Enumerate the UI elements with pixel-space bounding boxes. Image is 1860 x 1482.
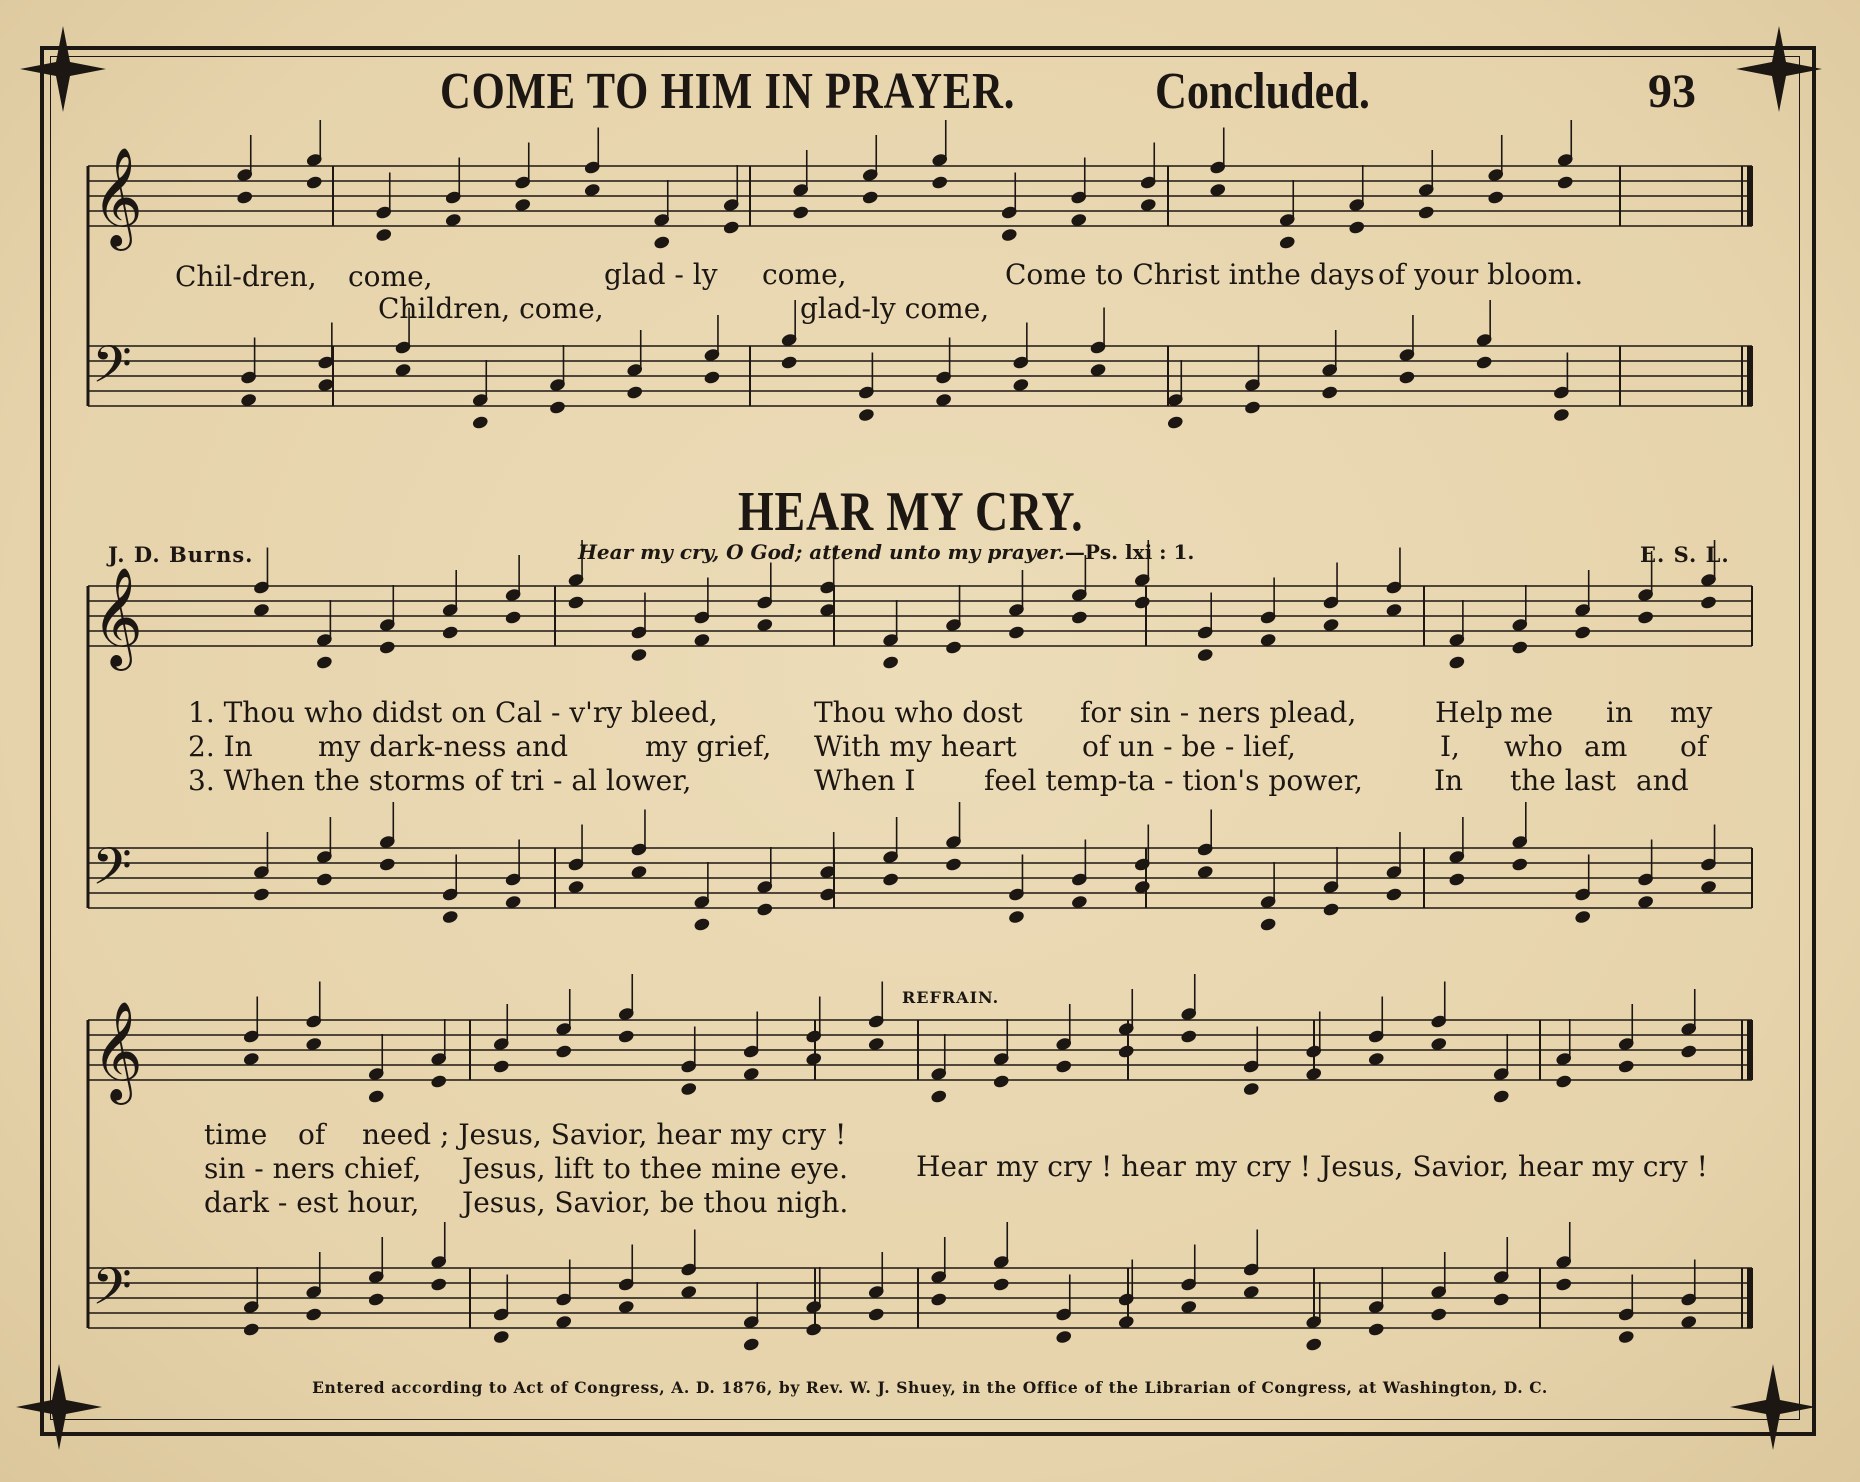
note-head [1368,1322,1385,1336]
verse3-lyric: 3. When the storms of tri - al lower, [188,764,692,797]
note-head [743,1337,760,1351]
note-head [1180,1029,1197,1043]
note-head [1134,595,1151,609]
hymn1-subtitle: Concluded. [1155,63,1370,120]
verse2-lyric: With my heart [814,730,1017,763]
note-head [1279,235,1296,249]
note-head [882,872,899,886]
note-head [723,220,740,234]
verse3-lyric: the last [1510,764,1617,797]
note-head [493,1059,510,1073]
note-head [1430,1307,1447,1321]
verse1-lyric: in [1606,696,1633,729]
verse1-lyric: for sin - ners plead, [1080,696,1357,729]
verse1-lyric: time [204,1118,268,1151]
note-head [930,1089,947,1103]
note-head [1055,1330,1072,1344]
note-head [631,865,648,879]
note-head [1487,190,1504,204]
note-head [858,408,875,422]
note-head [379,640,396,654]
note-head [1574,910,1591,924]
note-head [1071,610,1088,624]
hymn2-title: HEAR MY CRY. [738,481,1084,543]
note-head [1512,857,1529,871]
verse2-lyric: sin - ners chief, [204,1152,422,1185]
note-head [1680,1315,1697,1329]
note-head [1386,887,1403,901]
note-head [1700,595,1717,609]
note-head [1323,618,1340,632]
hymn1-title: COME TO HIM IN PRAYER. [440,63,1016,120]
note-head [945,857,962,871]
note-head [930,1292,947,1306]
note-head [792,205,809,219]
note-head [1260,633,1277,647]
note-head [1430,1037,1447,1051]
note-head [316,655,333,669]
verse3-lyric: Jesus, Savior, be thou nigh. [462,1186,849,1219]
page-number: 93 [1648,65,1696,118]
lyric: come, [762,258,847,291]
note-head [694,917,711,931]
verse1-lyric: 1. Thou who didst on Cal - v'ry bleed, [188,696,718,729]
note-head [306,175,323,189]
note-head [1680,1044,1697,1058]
note-head [1555,1277,1572,1291]
note-head [1197,865,1214,879]
note-head [1618,1330,1635,1344]
verse1-lyric: need ; Jesus, Savior, hear my cry ! [362,1118,847,1151]
note-head [868,1037,885,1051]
note-head [1209,183,1226,197]
note-head [757,618,774,632]
note-head [549,400,566,414]
note-head [1180,1300,1197,1314]
note-head [395,363,412,377]
epigraph-text: Hear my cry, O God; attend unto my prayer. [578,540,1065,564]
bass-clef: 𝄢 [92,836,132,909]
note-head [631,648,648,662]
note-head [1321,385,1338,399]
note-head [1418,205,1435,219]
note-head [1305,1067,1322,1081]
note-head [243,1322,260,1336]
verse2-lyric: Jesus, lift to thee mine eye. [462,1152,848,1185]
note-head [680,1285,697,1299]
lyric: Come to Christ in [1005,258,1256,291]
note-head [1140,198,1157,212]
note-head [442,625,459,639]
note-head [653,235,670,249]
note-head [1118,1315,1135,1329]
note-head [505,895,522,909]
note-head [618,1029,635,1043]
note-head [318,378,335,392]
note-head [430,1277,447,1291]
verse2-lyric: my grief, [645,730,772,763]
note-head [1305,1337,1322,1351]
note-head [1555,1074,1572,1088]
note-head [1574,625,1591,639]
note-head [1348,220,1365,234]
note-head [584,183,601,197]
note-head [1449,655,1466,669]
note-head [1323,902,1340,916]
verse2-lyric: of [1680,730,1708,763]
note-head [1055,1059,1072,1073]
note-head [626,385,643,399]
note-head [1070,213,1087,227]
note-head [493,1330,510,1344]
note-head [1197,648,1214,662]
note-head [1167,415,1184,429]
note-head [1449,872,1466,886]
treble-clef: 𝄞 [92,147,143,247]
note-head [555,1315,572,1329]
lyric: come, [348,260,433,293]
refrain-label: REFRAIN. [902,988,1000,1007]
lyric: of your bloom. [1378,258,1584,291]
note-head [368,1089,385,1103]
note-head [945,640,962,654]
verse1-lyric: Thou who dost [814,696,1023,729]
note-head [1368,1052,1385,1066]
note-head [1399,370,1416,384]
hymn2-epigraph [578,540,1194,564]
note-head [1118,1044,1135,1058]
note-head [1090,363,1107,377]
note-head [505,610,522,624]
note-head [1243,1285,1260,1299]
note-head [243,1052,260,1066]
note-head [1637,895,1654,909]
verse3-lyric: and [1636,764,1689,797]
verse3-lyric: dark - est hour, [204,1186,420,1219]
note-head [1557,175,1574,189]
note-head [1244,400,1261,414]
note-head [757,902,774,916]
verse2-lyric: am [1584,730,1628,763]
lyric: glad-ly come, [800,292,990,325]
lyric: glad - ly [604,258,718,291]
note-head [253,603,270,617]
copyright-notice: Entered according to Act of Congress, A. D. 1876, by Rev. W. J. Shuey, in the Office of the Librarian of Congress, at Washington, D. C. [312,1378,1548,1397]
note-head [1260,917,1277,931]
verse1-lyric: my [1670,696,1713,729]
note-head [253,887,270,901]
note-head [555,1044,572,1058]
note-head [445,213,462,227]
verse2-lyric: 2. In [188,730,253,763]
note-head [1553,408,1570,422]
epigraph-reference: —Ps. lxi : 1. [1064,540,1195,564]
note-head [993,1277,1010,1291]
lyric: Children, come, [378,292,604,325]
note-head [316,872,333,886]
note-head [568,595,585,609]
note-head [993,1074,1010,1088]
note-head [375,228,392,242]
note-head [781,355,798,369]
note-head [1008,910,1025,924]
note-head [680,1082,697,1096]
note-head [743,1067,760,1081]
note-head [931,175,948,189]
note-head [568,880,585,894]
verse2-lyric: I, [1440,730,1460,763]
note-head [430,1074,447,1088]
note-head [805,1322,822,1336]
note-head [1001,228,1018,242]
verse2-lyric: my dark-ness and [318,730,569,763]
note-head [305,1037,322,1051]
note-head [1512,640,1529,654]
note-head [882,655,899,669]
note-head [694,633,711,647]
verse3-lyric: When I [814,764,916,797]
note-head [1071,895,1088,909]
verse1-lyric: Help [1435,696,1503,729]
note-head [868,1307,885,1321]
note-head [514,198,531,212]
note-head [1013,378,1030,392]
lyric: Chil-dren, [175,260,317,293]
note-head [1700,880,1717,894]
note-head [1386,603,1403,617]
lyric: the days [1255,258,1375,291]
verse2-lyric: who [1504,730,1563,763]
note-head [1493,1292,1510,1306]
note-head [1243,1082,1260,1096]
verse2-lyric: of un - be - lief, [1082,730,1296,763]
note-head [236,190,253,204]
treble-clef: 𝄞 [92,567,143,667]
note-head [935,393,952,407]
note-head [442,910,459,924]
note-head [472,415,489,429]
note-head [368,1292,385,1306]
note-head [240,393,257,407]
verse3-lyric: In [1434,764,1464,797]
bass-clef: 𝄢 [92,334,132,407]
verse1-lyric: me [1510,696,1554,729]
note-head [704,370,721,384]
note-head [1008,625,1025,639]
note-head [1476,355,1493,369]
hymn2-author: J. D. Burns. [108,542,254,567]
note-head [805,1052,822,1066]
note-head [618,1300,635,1314]
note-head [379,857,396,871]
note-head [1637,610,1654,624]
verse1-lyric: of [298,1118,326,1151]
note-head [1493,1089,1510,1103]
verse2-lyric: Hear my cry ! hear my cry ! Jesus, Savior, hear my cry ! [916,1150,1708,1183]
note-head [305,1307,322,1321]
hymn2-composer: E. S. L. [1640,542,1730,567]
note-head [1134,880,1151,894]
treble-clef: 𝄞 [92,1001,143,1101]
bass-clef: 𝄢 [92,1256,132,1329]
note-head [1618,1059,1635,1073]
verse3-lyric: feel temp-ta - tion's power, [984,764,1363,797]
note-head [862,190,879,204]
